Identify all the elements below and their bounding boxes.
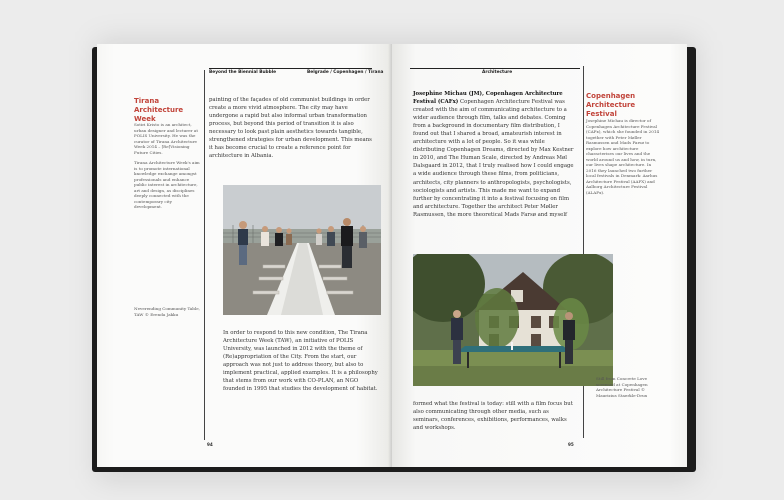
- sidebar-title: Tirana Architecture Week: [134, 97, 184, 123]
- sidebar-text: [134, 122, 200, 215]
- sidebar-title: Copenhagen Architecture Festival: [586, 92, 636, 118]
- running-header-left: Beyond the Biennial Bubble: [209, 70, 277, 75]
- body-text-top: [413, 90, 577, 219]
- sidebar-bio: Josephine Michau is director of Copenhagen Architecture Festival (CAFx), which she founded in 2014 together with Peter Møller Rasmussen and Mads Farsø to explore how architecture characterises our lives and the world around us and how, in turn, our lives shape architecture. In 2016 they launched two further local festivals in Denmark: Aarhus Architecture Festival (AAFX) and Aalborg Architecture Festival (ALAFx).: [586, 118, 660, 195]
- photo-caption: Still from Concrete Love screened at Copenhagen Architecture Festival © Maurizius Staerkle-Drux: [596, 376, 648, 398]
- page-number: 94: [207, 442, 213, 447]
- column-divider: [204, 70, 205, 440]
- right-page: [392, 44, 687, 467]
- paragraph: painting of the façades of old communist buildings in order create a more vivid atmosphere. The city may have undergone a rapid but also informal urban transformation process, but beyond this period of transition it is also necessary to look past plain aesthetics towards tangible, strengthened strategies for urban development. This means it has become crucial to create a reference point for architecture in Albania.: [209, 97, 372, 160]
- speaker-name: Josephine Michau (JM), Copenhagen Architecture Festival (CAFx): [413, 91, 563, 106]
- concrete-love-still-photo: [413, 254, 613, 386]
- body-text-top: [209, 96, 375, 160]
- body-text-bottom: [413, 400, 573, 432]
- running-header: Architecture: [482, 70, 513, 75]
- left-page: [97, 44, 392, 467]
- page-number: 95: [568, 442, 574, 447]
- paragraph-text: Copenhagen Architecture Festival was created with the aim of communicating architecture to a wider audience through film, talks and debates. Coming from a background in documentary film distribution, I found out that I shared a broad, amateurish interest in architecture with a lot of people. So it was while distributing Copenhagen Dreams, directed by Max Kestner in 2010, and The Human Scale, directed by Andreas Møl Dalsgaard in 2012, that I truly realised how I could engage a wide audience through these films, from politicians, architects, city planners to anthropologists, psychologists, sociologists and artists. This made me want to expand further by concentrating it into a festival focusing on film and architecture. Together the architect Peter Møller Rasmussen, the more theoretical Mads Farsø and myself: [413, 99, 574, 218]
- header-rule: [209, 68, 372, 69]
- paragraph: [413, 90, 577, 219]
- community-table-photo: [223, 185, 381, 315]
- sidebar-bio: Sotiri Kristo is an architect, urban designer and lecturer at POLIS University. He was the curator of Tirana Architecture Week 2014 – [Re]Visioning Future Cities.: [134, 122, 199, 155]
- paragraph: formed what the festival is today: still with a film focus but also communicating through other media, such as seminars, conferences, exhibitions, performances, walks and workshops.: [413, 401, 573, 432]
- body-text-bottom: [223, 329, 379, 393]
- header-rule: [410, 68, 580, 69]
- paragraph: In order to respond to this new condition, The Tirana Architecture Week (TAW), an initiative of POLIS University, was launched in 2012 with the theme of (Re)appropriation of the City. From the start, our approach was not just to address theory, but also to implement practical, applied examples. It is a philosophy that stems from our work with CO-PLAN, an NGO founded in 1995 that studies the development of habitat.: [223, 330, 378, 393]
- running-header-right: Belgrade / Copenhagen / Tirana: [307, 70, 384, 75]
- sidebar-about: Tirana Architecture Week's aim is to promote international knowledge exchange amongst professionals and enhance public interest in architecture, art and design, as disciplines deeply connected with the contemporary city development.: [134, 160, 200, 209]
- photo-caption: Neverending Community Table, TAW © Erenda Jakku: [134, 306, 200, 317]
